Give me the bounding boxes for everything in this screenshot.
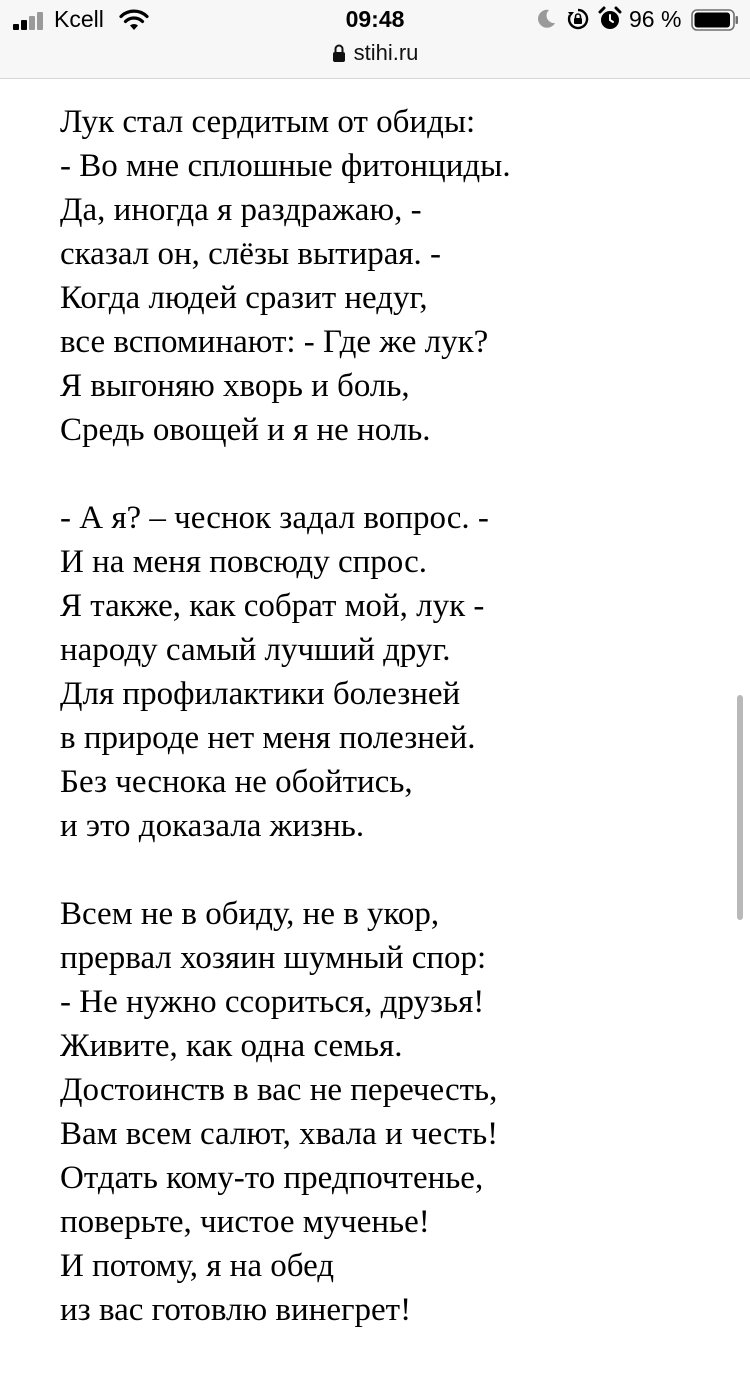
poem-line: Средь овощей и я не ноль.: [60, 412, 431, 448]
status-time: 09:48: [345, 6, 405, 32]
browser-top-bar: [0, 0, 750, 79]
padlock-icon: [332, 43, 346, 63]
poem-line: - Во мне сплошные фитонциды.: [60, 148, 511, 184]
poem-line: в природе нет меня полезней.: [60, 720, 476, 756]
poem-line: Когда людей сразит недуг,: [60, 280, 428, 316]
poem-line: - Не нужно ссориться, друзья!: [60, 984, 485, 1020]
poem-line: из вас готовлю винегрет!: [60, 1292, 412, 1328]
poem-line: Без чеснока не обойтись,: [60, 764, 413, 800]
poem-line: сказал он, слёзы вытирая. -: [60, 236, 442, 272]
poem-line: Да, иногда я раздражаю, -: [60, 192, 422, 228]
battery-percentage: 96 %: [629, 6, 682, 32]
poem-line: народу самый лучший друг.: [60, 632, 451, 668]
poem-line: Живите, как одна семья.: [60, 1028, 403, 1064]
poem-text: [60, 100, 720, 1376]
poem-line: Отдать кому-то предпочтенье,: [60, 1160, 484, 1196]
poem-line: прервал хозяин шумный спор:: [60, 940, 487, 976]
address-bar[interactable]: [0, 40, 750, 70]
poem-line: Для профилактики болезней: [60, 676, 461, 712]
url-text[interactable]: stihi.ru: [353, 40, 419, 65]
poem-line: поверьте, чистое мученье!: [60, 1204, 430, 1240]
poem-stanza: [60, 892, 720, 1332]
rotation-lock-icon: [566, 7, 590, 31]
poem-line: И потому, я на обед: [60, 1248, 335, 1284]
poem-stanza: [60, 100, 720, 452]
poem-line: И на меня повсюду спрос.: [60, 544, 427, 580]
scrollbar-thumb[interactable]: [737, 695, 743, 920]
poem-line: и это доказала жизнь.: [60, 808, 365, 844]
poem-line: Всем не в обиду, не в укор,: [60, 896, 440, 932]
poem-line: все вспоминают: - Где же лук?: [60, 324, 489, 360]
moon-icon: [535, 8, 557, 30]
poem-line: - А я? – чеснок задал вопрос. -: [60, 500, 489, 536]
poem-line: Достоинств в вас не перечесть,: [60, 1072, 498, 1108]
alarm-icon: [598, 6, 622, 32]
carrier-name: Kcell: [54, 6, 104, 32]
poem-line: Я также, как собрат мой, лук -: [60, 588, 485, 624]
poem-line: Вам всем салют, хвала и честь!: [60, 1116, 499, 1152]
poem-line: Я выгоняю хворь и боль,: [60, 368, 410, 404]
poem-line: Лук стал сердитым от обиды:: [60, 104, 476, 140]
battery-icon: [691, 9, 739, 31]
poem-stanza: [60, 496, 720, 848]
status-bar: [0, 0, 750, 40]
